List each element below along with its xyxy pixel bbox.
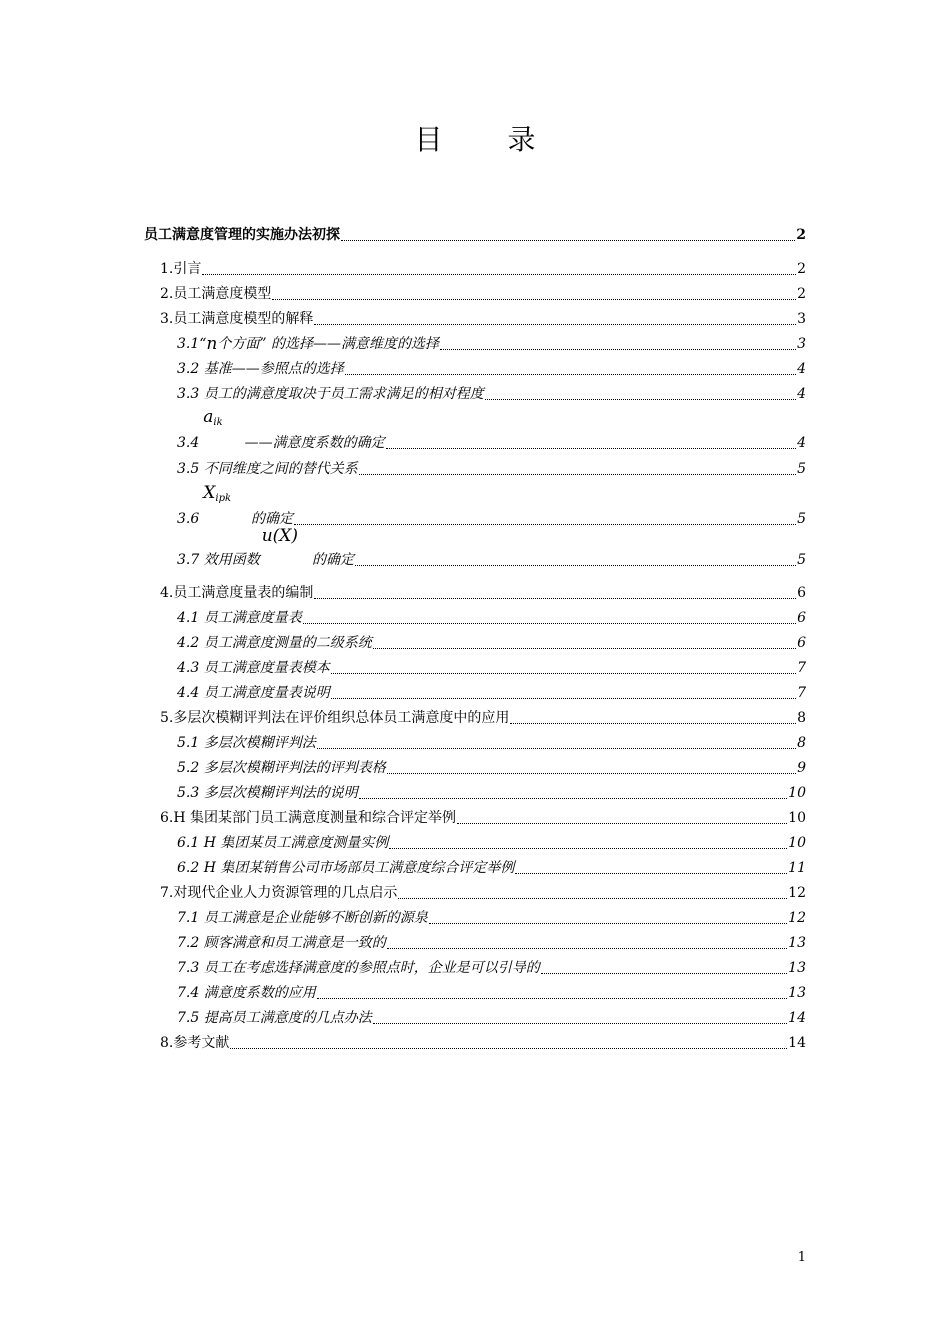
toc-entry-math xyxy=(206,336,217,352)
toc-leader-dots xyxy=(485,398,796,400)
toc-entry[interactable] xyxy=(177,526,806,568)
toc-leader-dots xyxy=(202,273,796,275)
toc-entry[interactable] xyxy=(177,461,806,477)
toc-entry[interactable] xyxy=(160,261,806,277)
toc-entry[interactable] xyxy=(177,760,806,776)
toc-main-entry[interactable] xyxy=(144,227,806,243)
toc-entry-page: 13 xyxy=(788,935,806,951)
toc-leader-dots xyxy=(345,373,796,375)
toc-leader-dots xyxy=(314,323,796,325)
toc-entry[interactable] xyxy=(177,685,806,701)
math-symbol: a xyxy=(203,407,214,427)
toc-entry-label-suffix: 的确定 xyxy=(251,511,294,527)
toc-entry[interactable] xyxy=(177,735,806,751)
toc-entry[interactable] xyxy=(177,910,806,926)
toc-entry-page: 2 xyxy=(797,286,806,302)
toc-entry[interactable] xyxy=(177,386,806,402)
toc-leader-dots xyxy=(398,897,787,899)
toc-entry-page: 6 xyxy=(797,635,806,651)
toc-entry-label: 3.3 员工的满意度取决于员工需求满足的相对程度 xyxy=(177,386,484,402)
toc-leader-dots xyxy=(341,239,795,241)
toc-leader-dots xyxy=(314,597,796,599)
toc-leader-dots xyxy=(541,972,787,974)
toc-entry-page: 5 xyxy=(797,511,806,527)
toc-entry-label: 4.3 员工满意度量表模本 xyxy=(177,660,330,676)
toc-entry-label: 5.多层次模糊评判法在评价组织总体员工满意度中的应用 xyxy=(160,710,510,726)
toc-leader-dots xyxy=(317,997,787,999)
toc-entry-page: 3 xyxy=(797,311,806,327)
toc-entry-page: 4 xyxy=(797,386,806,402)
toc-entry-label-suffix: 的确定 xyxy=(312,552,355,568)
toc-entry-label: 4.4 员工满意度量表说明 xyxy=(177,685,330,701)
toc-entry-page: 4 xyxy=(797,435,806,451)
toc-entry-page: 9 xyxy=(797,760,806,776)
toc-entry-label: 3.员工满意度模型的解释 xyxy=(160,311,314,327)
toc-leader-dots xyxy=(387,772,796,774)
toc-entry-page: 10 xyxy=(788,785,806,801)
toc-entry-label: 6.H 集团某部门员工满意度测量和综合评定举例 xyxy=(160,810,457,826)
toc-entry-page: 4 xyxy=(797,361,806,377)
toc-entry-label: 7.3 员工在考虑选择满意度的参照点时，企业是可以引导的 xyxy=(177,960,540,976)
footer-page-number: 1 xyxy=(797,1250,806,1265)
math-symbol: X xyxy=(203,483,216,503)
math-symbol: u(X) xyxy=(261,526,299,546)
toc-entry-page: 13 xyxy=(788,960,806,976)
toc-entry-label: 7.5 提高员工满意度的几点办法 xyxy=(177,1010,372,1026)
toc-entry-page: 7 xyxy=(797,685,806,701)
toc-leader-dots xyxy=(457,822,787,824)
toc-entry-page: 14 xyxy=(788,1035,806,1051)
toc-entry-label: 5.3 多层次模糊评判法的说明 xyxy=(177,785,358,801)
toc-entry[interactable] xyxy=(177,785,806,801)
toc-leader-dots xyxy=(294,523,796,525)
toc-leader-dots xyxy=(331,697,796,699)
math-subscript: ipk xyxy=(215,493,232,504)
toc-entry-page: 12 xyxy=(788,885,806,901)
toc-entry[interactable] xyxy=(160,710,806,726)
toc-leader-dots xyxy=(386,447,796,449)
toc-entry[interactable] xyxy=(177,635,806,651)
toc-leader-dots xyxy=(510,722,796,724)
toc-entry[interactable] xyxy=(160,885,806,901)
toc-main-label: 员工满意度管理的实施办法初探 xyxy=(144,227,340,243)
toc-entry[interactable] xyxy=(177,835,806,851)
toc-entry-page: 8 xyxy=(797,735,806,751)
toc-entry-page: 5 xyxy=(797,552,806,568)
toc-leader-dots xyxy=(230,1047,787,1049)
toc-entry[interactable] xyxy=(177,483,806,527)
toc-entry-page: 7 xyxy=(797,660,806,676)
toc-entry[interactable] xyxy=(177,610,806,626)
toc-entry-label: 7.1 员工满意是企业能够不断创新的源泉 xyxy=(177,910,428,926)
toc-entry-page: 6 xyxy=(797,585,806,601)
toc-entry-label-suffix: ——满意度系数的确定 xyxy=(244,435,385,451)
toc-entry[interactable] xyxy=(177,935,806,951)
toc-entry-label: 3.7 效用函数 xyxy=(177,552,260,568)
toc-leader-dots xyxy=(331,672,796,674)
toc-entry-page: 2 xyxy=(797,261,806,277)
toc-entry-label: 8.参考文献 xyxy=(160,1035,230,1051)
toc-entry[interactable] xyxy=(177,660,806,676)
toc-entry-page: 13 xyxy=(788,985,806,1001)
toc-entry-page: 3 xyxy=(797,336,806,352)
toc-entry[interactable] xyxy=(160,311,806,327)
toc-leader-dots xyxy=(373,1022,787,1024)
toc-entry-math xyxy=(203,485,231,507)
toc-entry-label: 6.1 H 集团某员工满意度测量实例 xyxy=(177,835,389,851)
toc-entry[interactable] xyxy=(177,960,806,976)
toc-leader-dots xyxy=(317,747,796,749)
toc-entry-label: 4.2 员工满意度测量的二级系统 xyxy=(177,635,372,651)
toc-leader-dots xyxy=(355,564,796,566)
toc-entry-label-suffix: 个方面” 的选择——满意维度的选择 xyxy=(217,336,439,352)
page-title: 目 录 xyxy=(414,123,564,156)
toc-entry-math xyxy=(203,409,222,431)
toc-entry-label: 5.2 多层次模糊评判法的评判表格 xyxy=(177,760,386,776)
toc-entry-label: 4.1 员工满意度量表 xyxy=(177,610,302,626)
toc-entry-label: 3.5 不同维度之间的替代关系 xyxy=(177,461,358,477)
toc-entry-label: 7.4 满意度系数的应用 xyxy=(177,985,316,1001)
toc-entry[interactable] xyxy=(177,336,806,352)
toc-entry-label: 3.6 xyxy=(177,511,200,527)
toc-entry[interactable] xyxy=(160,1035,806,1051)
toc-leader-dots xyxy=(429,922,787,924)
toc-entry[interactable] xyxy=(160,286,806,302)
toc-entry[interactable] xyxy=(177,1010,806,1026)
toc-entry[interactable] xyxy=(177,361,806,377)
toc-entry-math xyxy=(262,528,298,544)
toc-entry[interactable] xyxy=(177,407,806,451)
toc-entry[interactable] xyxy=(160,585,806,601)
toc-entry-label: 5.1 多层次模糊评判法 xyxy=(177,735,316,751)
math-symbol: n xyxy=(206,334,218,354)
toc-entry-label: 7.对现代企业人力资源管理的几点启示 xyxy=(160,885,398,901)
toc-entry[interactable] xyxy=(177,985,806,1001)
toc-leader-dots xyxy=(272,298,796,300)
toc-leader-dots xyxy=(303,622,796,624)
toc-leader-dots xyxy=(515,872,787,874)
toc-leader-dots xyxy=(440,348,796,350)
toc-entry[interactable] xyxy=(160,810,806,826)
toc-entry-label: 3.1“ xyxy=(177,336,207,352)
toc-entry-page: 8 xyxy=(797,710,806,726)
toc-leader-dots xyxy=(359,473,796,475)
toc-main-page: 2 xyxy=(796,227,806,243)
toc-entry-page: 10 xyxy=(788,835,806,851)
toc-entry-page: 10 xyxy=(788,810,806,826)
toc-entry-page: 5 xyxy=(797,461,806,477)
toc-entry-page: 12 xyxy=(788,910,806,926)
toc-entry-label: 3.2 基准——参照点的选择 xyxy=(177,361,344,377)
toc-entry-label: 7.2 顾客满意和员工满意是一致的 xyxy=(177,935,386,951)
toc-leader-dots xyxy=(373,647,796,649)
toc-entry-page: 6 xyxy=(797,610,806,626)
toc-leader-dots xyxy=(389,847,787,849)
toc-entry-label: 3.4 xyxy=(177,435,200,451)
toc-entry-page: 11 xyxy=(788,860,806,876)
toc-entry[interactable] xyxy=(177,860,806,876)
toc-entry-label: 6.2 H 集团某销售公司市场部员工满意度综合评定举例 xyxy=(177,860,515,876)
toc-entry-label: 4.员工满意度量表的编制 xyxy=(160,585,314,601)
math-subscript: ik xyxy=(213,417,223,428)
toc-leader-dots xyxy=(359,797,787,799)
toc-leader-dots xyxy=(387,947,787,949)
toc-entry-page: 14 xyxy=(788,1010,806,1026)
toc-entry-label: 2.员工满意度模型 xyxy=(160,286,272,302)
toc-entry-label: 1.引言 xyxy=(160,261,202,277)
